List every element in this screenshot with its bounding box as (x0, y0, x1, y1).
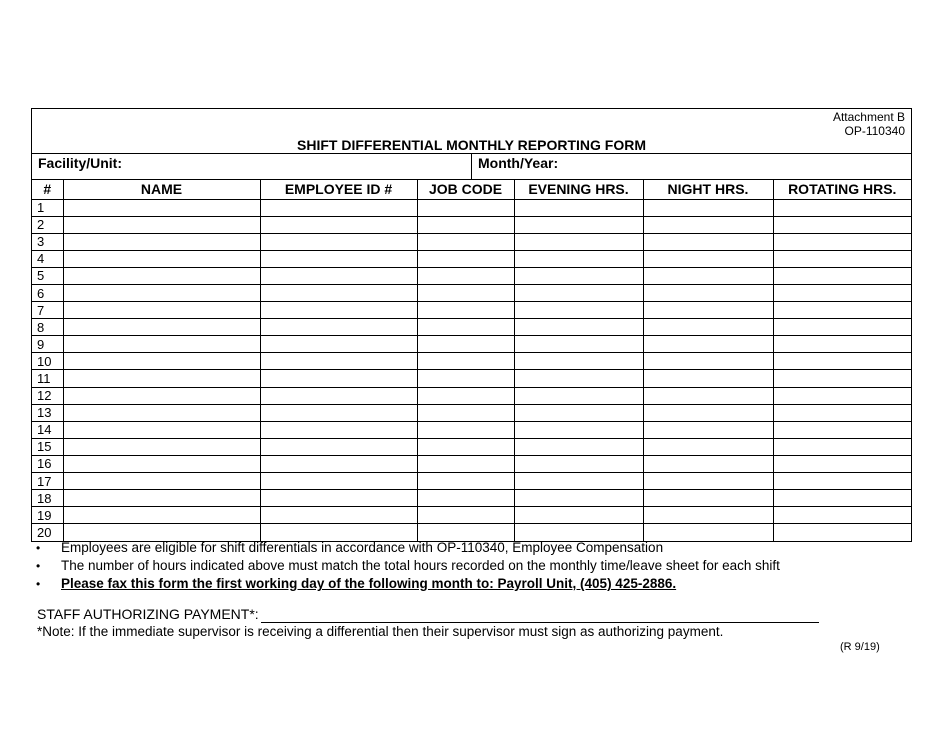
night-hrs-cell[interactable] (643, 199, 773, 216)
table-row (32, 284, 911, 301)
evening-hrs-cell[interactable] (514, 233, 643, 250)
signature-note: *Note: If the immediate supervisor is receiving a differential then their supervisor must sign as authorizing payment. (37, 624, 724, 639)
evening-hrs-cell[interactable] (514, 473, 643, 490)
month-year-label: Month/Year: (478, 155, 559, 171)
bullet-icon: • (36, 577, 41, 591)
night-hrs-cell[interactable] (643, 370, 773, 387)
rotating-hrs-cell[interactable] (773, 250, 911, 267)
name-cell[interactable] (63, 233, 260, 250)
name-cell[interactable] (63, 404, 260, 421)
job-code-cell[interactable] (417, 370, 514, 387)
evening-hrs-cell[interactable] (514, 507, 643, 524)
facility-unit-label: Facility/Unit: (38, 155, 123, 171)
list-item (36, 575, 936, 593)
facility-unit-field[interactable] (32, 154, 472, 179)
column-header-number: # (32, 180, 63, 199)
column-header-name: NAME (63, 180, 260, 199)
job-code-cell[interactable] (417, 233, 514, 250)
evening-hrs-cell[interactable] (514, 319, 643, 336)
job-code-cell[interactable] (417, 336, 514, 353)
name-cell[interactable] (63, 284, 260, 301)
rotating-hrs-cell[interactable] (773, 233, 911, 250)
evening-hrs-cell[interactable] (514, 370, 643, 387)
evening-hrs-cell[interactable] (514, 404, 643, 421)
name-cell[interactable] (63, 353, 260, 370)
row-number: 10 (32, 353, 63, 370)
job-code-cell[interactable] (417, 438, 514, 455)
bullet-icon: • (36, 541, 41, 555)
name-cell[interactable] (63, 490, 260, 507)
night-hrs-cell[interactable] (643, 387, 773, 404)
row-number: 18 (32, 490, 63, 507)
instructions-list (36, 539, 936, 593)
table-row (32, 353, 911, 370)
rotating-hrs-cell[interactable] (773, 336, 911, 353)
night-hrs-cell[interactable] (643, 250, 773, 267)
row-number: 19 (32, 507, 63, 524)
rotating-hrs-cell[interactable] (773, 284, 911, 301)
employee-id-cell[interactable] (260, 216, 417, 233)
job-code-cell[interactable] (417, 250, 514, 267)
rotating-hrs-cell[interactable] (773, 199, 911, 216)
night-hrs-cell[interactable] (643, 336, 773, 353)
job-code-cell[interactable] (417, 267, 514, 284)
name-cell[interactable] (63, 216, 260, 233)
job-code-cell[interactable] (417, 302, 514, 319)
night-hrs-cell[interactable] (643, 421, 773, 438)
column-header-employee-id: EMPLOYEE ID # (260, 180, 417, 199)
name-cell[interactable] (63, 438, 260, 455)
employee-id-cell[interactable] (260, 421, 417, 438)
table-row (32, 233, 911, 250)
table-row (32, 507, 911, 524)
night-hrs-cell[interactable] (643, 455, 773, 472)
night-hrs-cell[interactable] (643, 490, 773, 507)
employee-id-cell[interactable] (260, 267, 417, 284)
row-number: 5 (32, 267, 63, 284)
evening-hrs-cell[interactable] (514, 336, 643, 353)
signature-label: STAFF AUTHORIZING PAYMENT*: (37, 606, 259, 622)
job-code-cell[interactable] (417, 353, 514, 370)
row-number: 6 (32, 284, 63, 301)
row-number: 20 (32, 524, 63, 541)
table-row (32, 370, 911, 387)
night-hrs-cell[interactable] (643, 319, 773, 336)
job-code-cell[interactable] (417, 473, 514, 490)
name-cell[interactable] (63, 473, 260, 490)
night-hrs-cell[interactable] (643, 216, 773, 233)
evening-hrs-cell[interactable] (514, 490, 643, 507)
row-number: 8 (32, 319, 63, 336)
name-cell[interactable] (63, 336, 260, 353)
night-hrs-cell[interactable] (643, 233, 773, 250)
evening-hrs-cell[interactable] (514, 216, 643, 233)
signature-block (37, 605, 819, 623)
table-row (32, 490, 911, 507)
name-cell[interactable] (63, 199, 260, 216)
column-header-evening-hrs: EVENING HRS. (514, 180, 643, 199)
column-header-job-code: JOB CODE (417, 180, 514, 199)
bullet-icon: • (36, 559, 41, 573)
job-code-cell[interactable] (417, 455, 514, 472)
employee-id-cell[interactable] (260, 250, 417, 267)
employee-id-cell[interactable] (260, 199, 417, 216)
rotating-hrs-cell[interactable] (773, 507, 911, 524)
night-hrs-cell[interactable] (643, 404, 773, 421)
signature-line[interactable] (261, 606, 819, 623)
table-row (32, 250, 911, 267)
employee-id-cell[interactable] (260, 319, 417, 336)
table-row (32, 421, 911, 438)
job-code-cell[interactable] (417, 284, 514, 301)
revision-code: (R 9/19) (840, 641, 880, 653)
job-code-cell[interactable] (417, 404, 514, 421)
rotating-hrs-cell[interactable] (773, 421, 911, 438)
job-code-cell[interactable] (417, 199, 514, 216)
employee-id-cell[interactable] (260, 438, 417, 455)
table-header-row (32, 180, 911, 199)
attachment-label (32, 109, 911, 137)
evening-hrs-cell[interactable] (514, 302, 643, 319)
rotating-hrs-cell[interactable] (773, 438, 911, 455)
rotating-hrs-cell[interactable] (773, 353, 911, 370)
rotating-hrs-cell[interactable] (773, 490, 911, 507)
name-cell[interactable] (63, 302, 260, 319)
rotating-hrs-cell[interactable] (773, 404, 911, 421)
shift-differential-form (31, 108, 912, 542)
name-cell[interactable] (63, 387, 260, 404)
form-title: SHIFT DIFFERENTIAL MONTHLY REPORTING FORM (32, 137, 911, 154)
employee-id-cell[interactable] (260, 233, 417, 250)
fax-instruction: Please fax this form the first working day of the following month to: Payroll Unit, (405) 425-2886. (61, 576, 677, 591)
rotating-hrs-cell[interactable] (773, 387, 911, 404)
night-hrs-cell[interactable] (643, 284, 773, 301)
table-row (32, 302, 911, 319)
row-number: 1 (32, 199, 63, 216)
name-cell[interactable] (63, 250, 260, 267)
list-item (36, 557, 936, 575)
table-row (32, 438, 911, 455)
name-cell[interactable] (63, 455, 260, 472)
employee-id-cell[interactable] (260, 387, 417, 404)
month-year-field[interactable] (472, 154, 911, 179)
row-number: 16 (32, 455, 63, 472)
job-code-cell[interactable] (417, 421, 514, 438)
table-row (32, 336, 911, 353)
employee-id-cell[interactable] (260, 284, 417, 301)
rotating-hrs-cell[interactable] (773, 302, 911, 319)
job-code-cell[interactable] (417, 387, 514, 404)
name-cell[interactable] (63, 319, 260, 336)
rotating-hrs-cell[interactable] (773, 455, 911, 472)
table-row (32, 319, 911, 336)
rotating-hrs-cell[interactable] (773, 267, 911, 284)
column-header-rotating-hrs: ROTATING HRS. (773, 180, 911, 199)
job-code-cell[interactable] (417, 216, 514, 233)
row-number: 17 (32, 473, 63, 490)
table-row (32, 404, 911, 421)
table-row (32, 216, 911, 233)
night-hrs-cell[interactable] (643, 302, 773, 319)
evening-hrs-cell[interactable] (514, 421, 643, 438)
evening-hrs-cell[interactable] (514, 199, 643, 216)
evening-hrs-cell[interactable] (514, 438, 643, 455)
row-number: 4 (32, 250, 63, 267)
night-hrs-cell[interactable] (643, 507, 773, 524)
job-code-cell[interactable] (417, 319, 514, 336)
table-row (32, 473, 911, 490)
note-text: The number of hours indicated above must match the total hours recorded on the monthly time/leave sheet for each shift (61, 558, 780, 573)
rotating-hrs-cell[interactable] (773, 370, 911, 387)
row-number: 14 (32, 421, 63, 438)
night-hrs-cell[interactable] (643, 438, 773, 455)
job-code-cell[interactable] (417, 490, 514, 507)
employee-id-cell[interactable] (260, 507, 417, 524)
evening-hrs-cell[interactable] (514, 387, 643, 404)
employee-hours-table (32, 180, 911, 541)
employee-id-cell[interactable] (260, 302, 417, 319)
rotating-hrs-cell[interactable] (773, 473, 911, 490)
row-number: 9 (32, 336, 63, 353)
employee-id-cell[interactable] (260, 370, 417, 387)
row-number: 13 (32, 404, 63, 421)
list-item (36, 539, 936, 557)
table-row (32, 199, 911, 216)
name-cell[interactable] (63, 507, 260, 524)
table-row (32, 455, 911, 472)
attachment-text: Attachment B (832, 110, 905, 124)
facility-month-row (32, 154, 911, 180)
night-hrs-cell[interactable] (643, 473, 773, 490)
note-text: Employees are eligible for shift differentials in accordance with OP-110340, Employee Compensation (61, 540, 664, 555)
night-hrs-cell[interactable] (643, 353, 773, 370)
row-number: 2 (32, 216, 63, 233)
employee-id-cell[interactable] (260, 336, 417, 353)
evening-hrs-cell[interactable] (514, 284, 643, 301)
table-row (32, 387, 911, 404)
name-cell[interactable] (63, 421, 260, 438)
night-hrs-cell[interactable] (643, 267, 773, 284)
row-number: 11 (32, 370, 63, 387)
row-number: 15 (32, 438, 63, 455)
job-code-cell[interactable] (417, 507, 514, 524)
column-header-night-hrs: NIGHT HRS. (643, 180, 773, 199)
name-cell[interactable] (63, 370, 260, 387)
employee-id-cell[interactable] (260, 473, 417, 490)
row-number: 12 (32, 387, 63, 404)
employee-id-cell[interactable] (260, 455, 417, 472)
evening-hrs-cell[interactable] (514, 250, 643, 267)
row-number: 3 (32, 233, 63, 250)
table-row (32, 267, 911, 284)
employee-id-cell[interactable] (260, 490, 417, 507)
rotating-hrs-cell[interactable] (773, 319, 911, 336)
employee-id-cell[interactable] (260, 404, 417, 421)
employee-id-cell[interactable] (260, 353, 417, 370)
evening-hrs-cell[interactable] (514, 267, 643, 284)
evening-hrs-cell[interactable] (514, 353, 643, 370)
rotating-hrs-cell[interactable] (773, 216, 911, 233)
policy-number: OP-110340 (844, 124, 905, 138)
evening-hrs-cell[interactable] (514, 455, 643, 472)
name-cell[interactable] (63, 267, 260, 284)
row-number: 7 (32, 302, 63, 319)
